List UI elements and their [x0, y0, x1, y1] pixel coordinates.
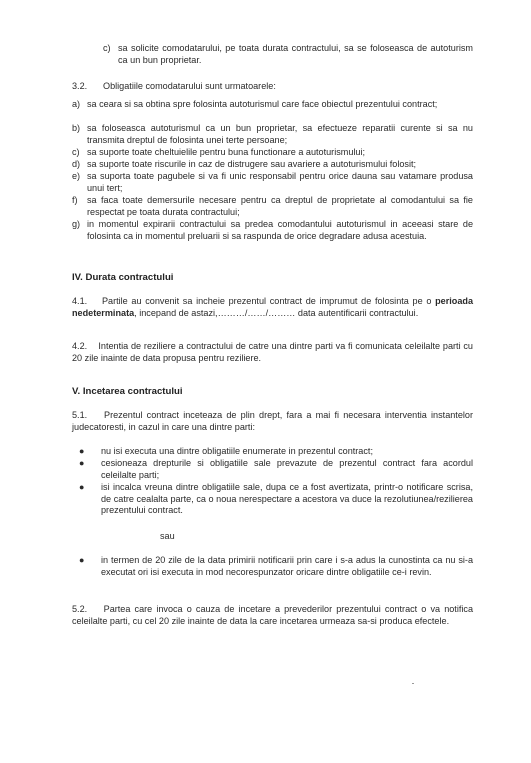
bullet-icon: ●: [79, 458, 85, 468]
para-4-1-text-b: , incepand de astazi,………/……/……… data autentificarii contractului.: [134, 307, 419, 318]
para-3-2-number: 3.2.: [72, 81, 88, 91]
obligation-text: sa suporta toate pagubele si va fi unic responsabil pentru orice dauna sau vatamare produsa unui tert;: [87, 171, 473, 193]
obligation-label: f): [72, 195, 78, 205]
item-c-text: sa solicite comodatarului, pe toata durata contractului, sa se foloseasca de autoturism ca un bun proprietar.: [118, 43, 473, 65]
para-4-1-number: 4.1.: [72, 296, 88, 306]
obligation-label: c): [72, 147, 80, 157]
para-5-1-number: 5.1.: [72, 410, 88, 420]
obligation-label: e): [72, 171, 81, 181]
list-item: in termen de 20 zile de la data primirii notificarii prin care i s-a adus la cunostinta ca nu si-a executat ori isi executa in mod necorespunzator oricare dintre obligatiile ce-i revin.: [101, 555, 473, 577]
obligation-text: in momentul expirarii contractului sa predea comodantului autoturismul in aceeasi stare de folosinta ca in momentul preluarii si sa raspunda de orice degradare adusa acestuia.: [87, 219, 473, 241]
para-5-1: [72, 410, 473, 433]
para-4-1-text-a: Partile au convenit sa incheie prezentul contract de imprumut de folosinta pe o: [101, 296, 436, 306]
para-5-1-text: Prezentul contract inceteaza de plin drept, fara a mai fi necesara interventia instantelor judecatoresti, in cazul in care una dintre parti:: [72, 410, 473, 432]
para-4-1: [72, 296, 473, 319]
para-4-1-bold: perioada nedeterminata: [72, 296, 473, 318]
para-4-2-number: 4.2.: [72, 341, 88, 351]
list-item: isi incalca vreuna dintre obligatiile sale, dupa ce a fost avertizata, printr-o notificare scrisa, de catre cealalta parte, ca o noua nerespectare a acestora va duce la rezolutiunea/rezilierea prezentului contract.: [101, 482, 473, 516]
obligation-label: a): [72, 99, 81, 109]
para-4-2: [72, 341, 473, 364]
para-3-2-text: Obligatiile comodatarului sunt urmatoarele:: [103, 81, 276, 91]
bullet-icon: ●: [79, 446, 85, 456]
bullet-icon: ●: [79, 555, 85, 565]
section-heading: IV. Durata contractului: [72, 272, 174, 283]
list-item: cesioneaza drepturile si obligatiile sale prevazute de prezentul contract fara acordul celeilalte parti;: [101, 458, 473, 480]
bullet-icon: ●: [79, 482, 85, 492]
obligation-label: g): [72, 219, 81, 229]
section-heading: V. Incetarea contractului: [72, 386, 183, 397]
item-c-label: c): [103, 43, 111, 53]
para-5-2: [72, 604, 473, 627]
obligation-text: sa ceara si sa obtina spre folosinta autoturismul care face obiectul prezentului contract;: [87, 99, 438, 109]
obligation-text: sa faca toate demersurile necesare pentru ca dreptul de proprietate al comodantului sa fie respectat pe toata durata contractului;: [87, 195, 473, 217]
list-item: nu isi executa una dintre obligatiile enumerate in prezentul contract;: [101, 446, 373, 456]
para-5-2-number: 5.2.: [72, 604, 88, 614]
obligation-text: sa suporte toate riscurile in caz de distrugere sau avariere a autoturismului folosit;: [87, 159, 417, 169]
para-4-2-text: Intentia de reziliere a contractului de catre una dintre parti va fi comunicata celeilalte parti cu 20 zile inainte de data propusa pentru reziliere.: [72, 341, 473, 363]
obligation-label: b): [72, 123, 81, 133]
sau-text: sau: [160, 531, 175, 541]
scan-mark: [412, 683, 414, 684]
obligation-label: d): [72, 159, 81, 169]
obligation-text: sa suporte toate cheltuielile pentru buna functionare a autoturismului;: [87, 147, 366, 157]
para-5-2-text: Partea care invoca o cauza de incetare a prevederilor prezentului contract o va notifica celeilalte parti, cu cel 20 zile inainte de data la care incetarea urmeaza sa-si produca efectele.: [72, 604, 474, 626]
obligation-text: sa foloseasca autoturismul ca un bun proprietar, sa efectueze reparatii curente si sa nu transmita dreptul de folosinta unei terte persoane;: [87, 123, 473, 145]
